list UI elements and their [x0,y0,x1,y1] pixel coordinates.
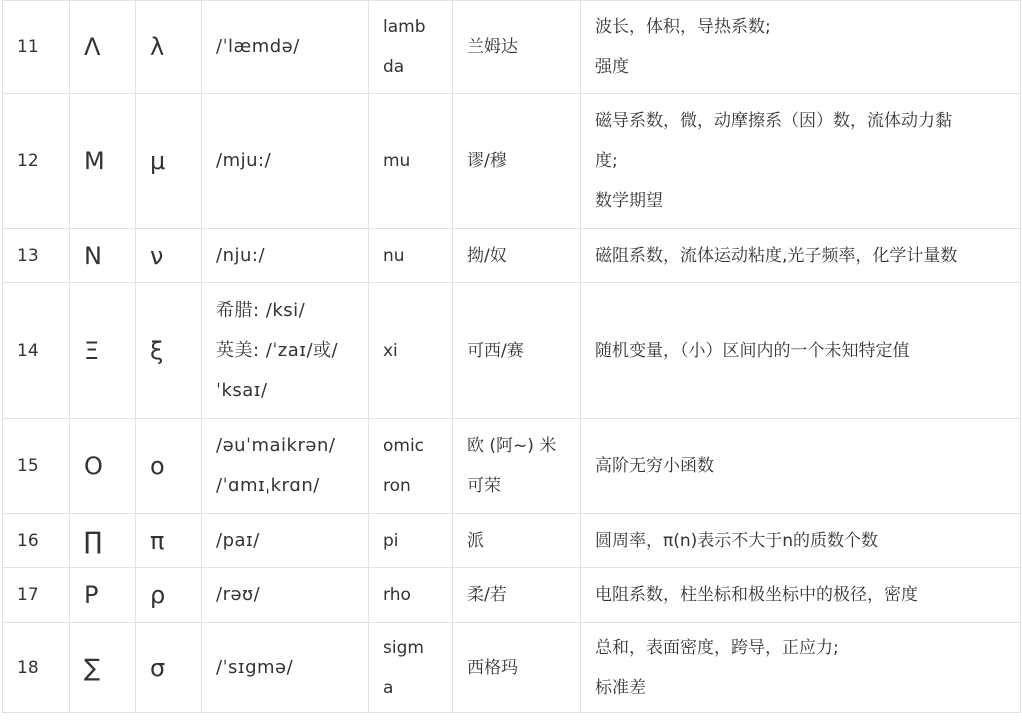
english-name-line: xi [383,340,398,361]
chinese-reading-line: 可荣 [467,476,501,496]
pronunciation-line: /ˈlæmdə/ [216,36,300,57]
chinese-reading-line: 拗/奴 [467,245,507,266]
meaning-line: 圆周率，π(n)表示不大于n的质数个数 [595,530,879,551]
row-number-cell: 17 [3,568,70,623]
english-name-cell [369,568,453,623]
english-name-cell [369,419,453,514]
meaning-line: 数学期望 [595,191,663,211]
meaning-line: 电阻系数，柱坐标和极坐标中的极径，密度 [595,585,918,605]
pronunciation-line: /ˈɑmɪˌkrɑn/ [216,475,320,496]
meaning-cell [581,283,1021,419]
table-row [3,283,1021,419]
meaning-cell [581,229,1021,283]
english-name-line: rho [383,585,411,605]
chinese-reading-line: 可西/赛 [467,340,524,361]
pronunciation-cell [202,419,369,514]
english-name-line: mu [383,151,411,171]
english-name-cell [369,229,453,283]
table-row [3,229,1021,283]
meaning-line: 标准差 [595,677,646,698]
english-name-line: da [383,57,405,77]
chinese-reading-cell [453,623,581,713]
meaning-line: 强度 [595,57,629,77]
english-name-line: omic [383,436,425,456]
pronunciation-line: /əuˈmaikrən/ [216,435,336,456]
lowercase-letter-cell: ο [136,419,202,514]
meaning-line: 波长，体积，导热系数; [595,17,771,37]
chinese-reading-line: 欧 (阿~) 米 [467,436,557,456]
chinese-reading-cell [453,568,581,623]
table-body [3,1,1021,713]
pronunciation-line: 希腊: /ksi/ [216,299,306,321]
uppercase-letter-cell: Μ [70,94,136,229]
row-number-cell: 15 [3,419,70,514]
pronunciation-cell [202,94,369,229]
uppercase-letter-cell: Ν [70,229,136,283]
chinese-reading-line: 柔/若 [467,585,507,605]
meaning-cell [581,419,1021,514]
meaning-cell [581,1,1021,94]
english-name-line: lamb [383,17,426,37]
chinese-reading-cell [453,514,581,568]
uppercase-letter-cell: Ξ [70,283,136,419]
pronunciation-line: /paɪ/ [216,529,260,551]
lowercase-letter-cell: ξ [136,283,202,419]
pronunciation-cell [202,283,369,419]
english-name-cell [369,94,453,229]
row-number-cell: 11 [3,1,70,94]
meaning-cell [581,94,1021,229]
table-row [3,514,1021,568]
lowercase-letter-cell: μ [136,94,202,229]
english-name-cell [369,514,453,568]
pronunciation-line: /mju:/ [216,150,272,171]
english-name-cell [369,623,453,713]
uppercase-letter-cell: Ρ [70,568,136,623]
meaning-line: 随机变量，（小）区间内的一个未知特定值 [595,340,910,361]
chinese-reading-line: 西格玛 [467,657,518,678]
meaning-cell [581,623,1021,713]
english-name-line: sigm [383,637,424,658]
uppercase-letter-cell: Ο [70,419,136,514]
pronunciation-cell [202,568,369,623]
pronunciation-line: ˈksaɪ/ [216,379,268,401]
table-row [3,568,1021,623]
row-number-cell: 16 [3,514,70,568]
lowercase-letter-cell: ν [136,229,202,283]
pronunciation-line: /ˈsɪgmə/ [216,656,294,678]
pronunciation-line: /nju:/ [216,244,266,266]
english-name-line: a [383,677,394,698]
lowercase-letter-cell: ρ [136,568,202,623]
row-number-cell: 14 [3,283,70,419]
meaning-line: 磁导系数，微，动摩擦系（因）数，流体动力黏 [595,111,952,131]
pronunciation-cell [202,229,369,283]
chinese-reading-line: 兰姆达 [467,37,518,57]
row-number-cell: 18 [3,623,70,713]
row-number-cell: 13 [3,229,70,283]
meaning-line: 高阶无穷小函数 [595,456,714,476]
meaning-line: 度; [595,151,618,171]
chinese-reading-cell [453,419,581,514]
table-row [3,1,1021,94]
chinese-reading-cell [453,229,581,283]
chinese-reading-cell [453,283,581,419]
english-name-cell [369,283,453,419]
pronunciation-cell [202,1,369,94]
pronunciation-line: /rəʊ/ [216,584,261,605]
meaning-cell [581,568,1021,623]
uppercase-letter-cell: Λ [70,1,136,94]
english-name-line: nu [383,245,405,266]
english-name-line: ron [383,476,411,496]
chinese-reading-line: 派 [467,530,484,551]
english-name-cell [369,1,453,94]
table-row [3,419,1021,514]
lowercase-letter-cell: σ [136,623,202,713]
chinese-reading-cell [453,1,581,94]
chinese-reading-cell [453,94,581,229]
pronunciation-cell [202,623,369,713]
english-name-line: pi [383,530,399,551]
row-number-cell: 12 [3,94,70,229]
lowercase-letter-cell: λ [136,1,202,94]
lowercase-letter-cell: π [136,514,202,568]
chinese-reading-line: 谬/穆 [467,151,507,171]
table-row [3,623,1021,713]
meaning-line: 总和，表面密度，跨导，正应力; [595,637,839,658]
uppercase-letter-cell: ∏ [70,514,136,568]
pronunciation-cell [202,514,369,568]
meaning-cell [581,514,1021,568]
meaning-line: 磁阻系数，流体运动粘度,光子频率，化学计量数 [595,245,958,266]
greek-letters-table [2,0,1021,713]
pronunciation-line: 英美: /ˈzaɪ/或/ [216,339,339,361]
uppercase-letter-cell: ∑ [70,623,136,713]
table-row [3,94,1021,229]
